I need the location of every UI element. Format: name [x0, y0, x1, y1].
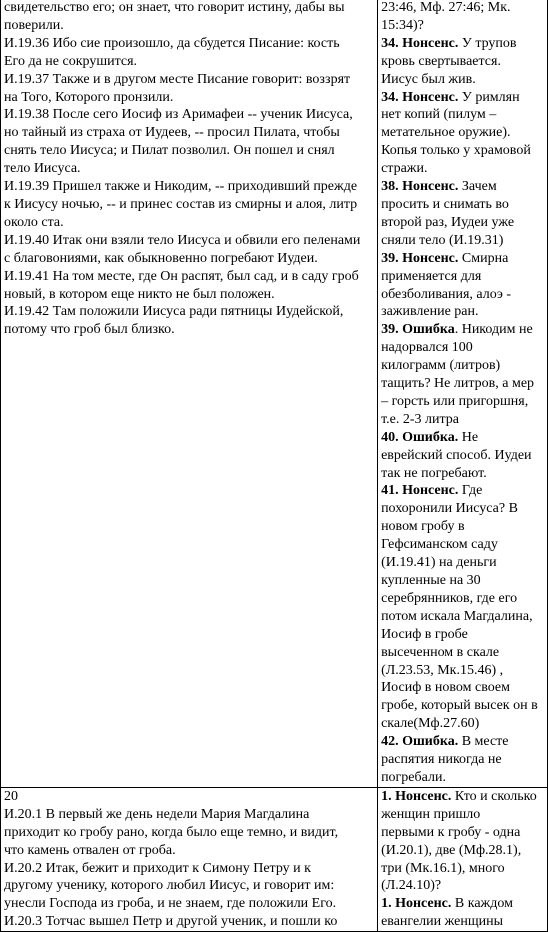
note-text: Не: [458, 429, 479, 445]
commentary-line: [381, 518, 545, 536]
commentary-line: [381, 178, 545, 196]
note-text: серебрянников, где его: [381, 590, 518, 606]
commentary-line: [381, 0, 545, 17]
commentary-line: [381, 339, 545, 357]
commentary-line: [381, 17, 545, 35]
note-text: (И.20.1), две (Мф.28.1),: [381, 842, 522, 858]
text-line: И.20.3 Тотчас вышел Петр и другой ученик, и пошли ко: [4, 914, 338, 930]
text-line: около ста.: [4, 214, 64, 230]
note-heading: 34. Нонсенс.: [381, 89, 459, 105]
note-text: (Л.23.53, Мк.15.46) ,: [381, 662, 504, 678]
commentary-line: [381, 536, 545, 554]
note-text: Копья только у храмовой: [381, 143, 531, 159]
note-text: т.е. 2-3 литра: [381, 411, 459, 427]
commentary-line: [381, 160, 545, 178]
note-text: распятия никогда не: [381, 752, 502, 768]
text-line: приходит ко гробу рано, когда было еще темно, и видит,: [4, 824, 339, 840]
note-text: Кто и сколько: [451, 788, 537, 804]
note-heading: 38. Нонсенс.: [381, 179, 459, 195]
text-line: И.19.36 Ибо сие произошло, да сбудется Писание: кость: [4, 35, 340, 51]
commentary-line: [381, 644, 545, 662]
commentary-line: [381, 751, 545, 769]
note-text: сняли тело (И.19.31): [381, 232, 504, 248]
note-text: обезболивания, алоэ -: [381, 286, 512, 302]
note-text: второй раз, Иудеи уже: [381, 214, 515, 230]
note-text: 15:34)?: [381, 17, 424, 33]
text-line: к Иисусу ночью, -- и принес состав из смирны и алоя, литр: [4, 196, 358, 212]
note-text: У римлян: [458, 89, 520, 105]
note-heading: 39. Нонсенс.: [381, 250, 459, 266]
note-text: . Никодим не: [454, 322, 533, 338]
note-text: нет копий (пилум –: [381, 107, 497, 123]
text-line: 20: [4, 788, 18, 804]
table-row: [1, 787, 548, 931]
note-heading: 40. Ошибка.: [381, 429, 459, 445]
note-heading: 1. Нонсенс.: [381, 788, 452, 804]
note-text: применяется для: [381, 268, 482, 284]
commentary-line: [381, 662, 545, 680]
note-text: похоронили Иисуса? В: [381, 501, 518, 517]
commentary-line: [381, 357, 545, 375]
commentary-line: [381, 232, 545, 250]
text-line: И.19.40 Итак они взяли тело Иисуса и обвили его пеленами: [4, 232, 361, 248]
note-text: так не погребают.: [381, 465, 487, 481]
note-text: гробе, который высек он в: [381, 698, 538, 714]
note-text: Гефсиманском саду: [381, 537, 498, 553]
text-line: И.19.42 Там положили Иисуса ради пятницы Иудейской,: [4, 304, 344, 320]
note-text: (И.19.41) на деньги: [381, 555, 497, 571]
scripture-cell: [1, 787, 378, 931]
text-line: снять тело Иисуса; и Пилат позволил. Он пошел и снял: [4, 143, 335, 159]
commentary-line: [381, 715, 545, 733]
commentary-line: [381, 860, 545, 878]
note-text: скале(Мф.27.60): [381, 716, 480, 732]
note-heading: 34. Нонсенс.: [381, 35, 459, 51]
commentary-line: [381, 106, 545, 124]
note-text: Где: [458, 483, 483, 499]
commentary-line: [381, 626, 545, 644]
note-text: потом искала Магдалина,: [381, 608, 533, 624]
commentary-line: [381, 124, 545, 142]
commentary-cell: [378, 787, 548, 931]
commentary-line: [381, 590, 545, 608]
commentary-line: [381, 697, 545, 715]
text-line: поверили.: [4, 17, 64, 33]
note-text: три (Мк.16.1), много: [381, 860, 505, 876]
commentary-line: [381, 303, 545, 321]
note-text: просить и снимать во: [381, 196, 509, 212]
commentary-line: [381, 429, 545, 447]
text-line: новый, в котором еще никто не был положен.: [4, 286, 275, 302]
text-line: Его да не сокрушится.: [4, 53, 138, 69]
note-text: тащить? Не литров, а мер: [381, 376, 535, 392]
note-text: – горсть или пригоршня,: [381, 393, 529, 409]
text-line: свидетельство его; он знает, что говорит истину, дабы вы: [4, 0, 345, 15]
note-text: надорвался 100: [381, 340, 473, 356]
text-line: И.19.41 На том месте, где Он распят, был сад, и в саду гроб: [4, 268, 359, 284]
note-text: женщин пришло: [381, 806, 481, 822]
commentary-line: [381, 769, 545, 787]
text-line: другому ученику, которого любил Иисус, и говорит им:: [4, 878, 335, 894]
note-text: Смирна: [458, 250, 509, 266]
text-line: И.19.38 После сего Иосиф из Аримафеи -- ученик Иисуса,: [4, 107, 353, 123]
commentary-line: [381, 554, 545, 572]
text-line: с благовониями, как обыкновенно погребают Иудеи.: [4, 250, 318, 266]
note-heading: 42. Ошибка.: [381, 734, 459, 750]
commentary-line: [381, 679, 545, 697]
note-text: высеченном в скале: [381, 644, 500, 660]
text-line: но тайный из страха от Иудеев, -- просил Пилата, чтобы: [4, 125, 340, 141]
commentary-line: [381, 500, 545, 518]
note-text: Иосиф в гробе: [381, 626, 468, 642]
commentary-line: [381, 214, 545, 232]
commentary-line: [381, 842, 545, 860]
note-text: стражи.: [381, 161, 428, 177]
note-text: еврейский способ. Иудеи: [381, 447, 532, 463]
commentary-line: [381, 268, 545, 286]
note-heading: 39. Ошибка: [381, 322, 455, 338]
commentary-line: [381, 447, 545, 465]
commentary-line: [381, 142, 545, 160]
commentary-line: [381, 733, 545, 751]
text-line: унесли Господа из гроба, и не знаем, где положили Его.: [4, 896, 337, 912]
commentary-line: [381, 913, 545, 931]
table-row: [1, 0, 548, 787]
note-text: В каждом: [451, 896, 513, 912]
commentary-line: [381, 465, 545, 483]
scripture-cell: [1, 0, 378, 787]
text-line: на Того, Которого пронзили.: [4, 89, 174, 105]
commentary-line: [381, 321, 545, 339]
text-line: потому что гроб был близко.: [4, 322, 175, 338]
note-text: евангелии женщины: [381, 914, 504, 930]
commentary-line: [381, 895, 545, 913]
note-text: У трупов: [458, 35, 517, 51]
commentary-line: [381, 806, 545, 824]
commentary-line: [381, 482, 545, 500]
text-line: что камень отвален от гроба.: [4, 842, 176, 858]
commentary-line: [381, 53, 545, 71]
text-line: тело Иисуса.: [4, 161, 81, 177]
note-text: погребали.: [381, 769, 446, 785]
note-text: заживление ран.: [381, 304, 479, 320]
note-text: Зачем: [458, 179, 497, 195]
commentary-line: [381, 411, 545, 429]
text-line: И.19.37 Также и в другом месте Писание говорит: воззрят: [4, 71, 351, 87]
commentary-line: [381, 286, 545, 304]
note-text: В месте: [458, 734, 509, 750]
note-text: Иисус был жив.: [381, 71, 476, 87]
note-text: Иосиф в новом своем: [381, 680, 510, 696]
note-heading: 1. Нонсенс.: [381, 896, 452, 912]
note-text: первыми к гробу - одна: [381, 824, 521, 840]
commentary-cell: [378, 0, 548, 787]
note-text: метательное оружие).: [381, 125, 511, 141]
note-text: новом гробу в: [381, 519, 465, 535]
commentary-line: [381, 393, 545, 411]
commentary-line: [381, 877, 545, 895]
commentary-line: [381, 572, 545, 590]
commentary-line: [381, 788, 545, 806]
commentary-line: [381, 375, 545, 393]
text-line: И.19.39 Пришел также и Никодим, -- приходивший прежде: [4, 179, 358, 195]
text-line: И.20.1 В первый же день недели Мария Магдалина: [4, 806, 310, 822]
commentary-line: [381, 608, 545, 626]
commentary-line: [381, 250, 545, 268]
note-text: килограмм (литров): [381, 358, 501, 374]
commentary-line: [381, 824, 545, 842]
note-text: 23:46, Мф. 27:46; Мк.: [381, 0, 511, 15]
note-text: (Л.24.10)?: [381, 878, 442, 894]
note-heading: 41. Нонсенс.: [381, 483, 459, 499]
note-text: купленные на 30: [381, 573, 481, 588]
commentary-line: [381, 89, 545, 107]
commentary-line: [381, 35, 545, 53]
note-text: кровь свертывается.: [381, 53, 501, 69]
text-line: И.20.2 Итак, бежит и приходит к Симону Петру и к: [4, 860, 311, 876]
commentary-line: [381, 71, 545, 89]
commentary-line: [381, 196, 545, 214]
